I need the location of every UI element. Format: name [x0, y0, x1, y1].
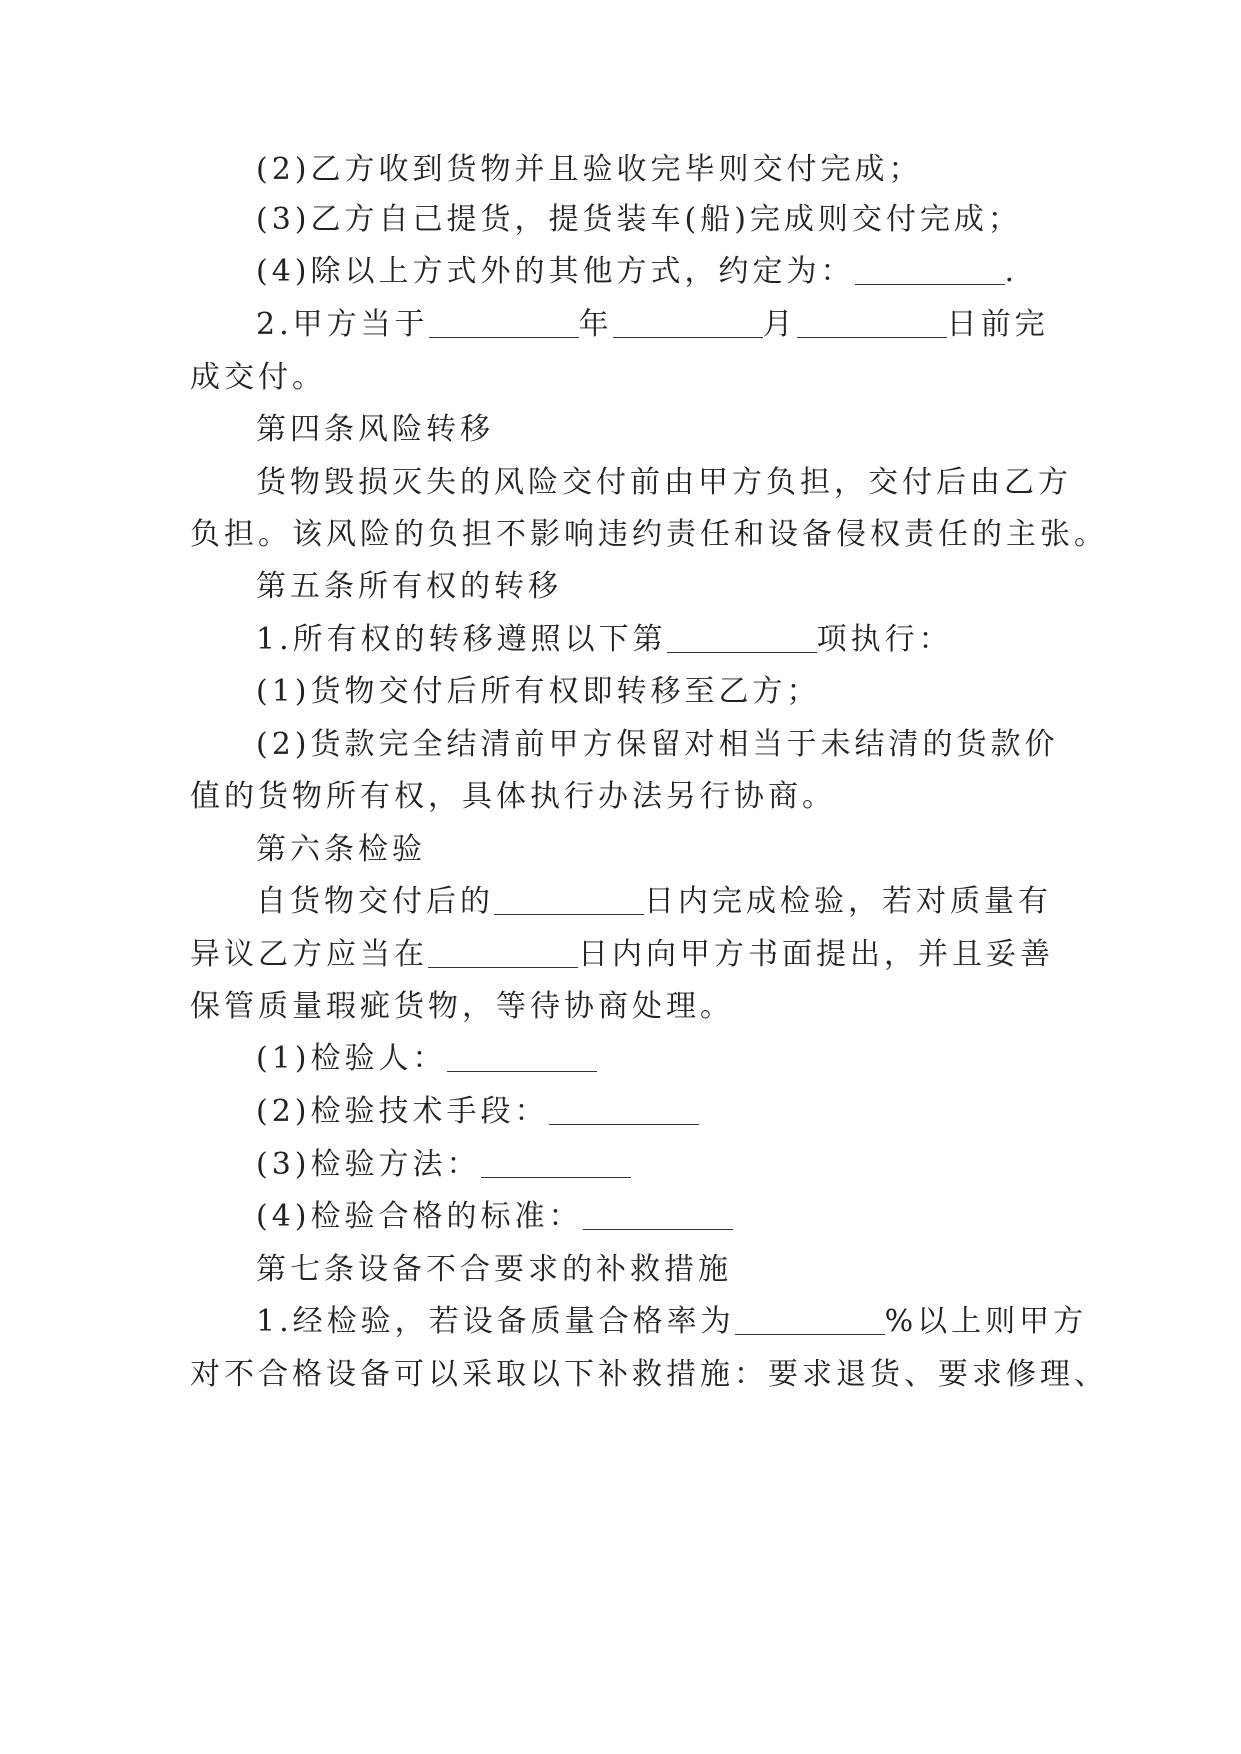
line-15-text: 自货物交付后的	[256, 884, 494, 919]
line-11-text: (1)货物交付后所有权即转移至乙方；	[256, 674, 821, 709]
line-1	[256, 150, 923, 190]
line-4-day-label: 日前完	[946, 307, 1049, 342]
line-21-text: (4)检验合格的标准：	[256, 1199, 583, 1234]
section-heading-6-text: 第六条检验	[256, 832, 426, 867]
line-15	[256, 882, 1052, 922]
line-8-text: 负担。该风险的负担不影响违约责任和设备侵权责任的主张。	[190, 517, 1108, 552]
fill-in-blank	[428, 937, 578, 968]
fill-in-blank	[855, 254, 1005, 285]
line-24-text: 对不合格设备可以采取以下补救措施：要求退货、要求修理、	[190, 1357, 1108, 1392]
fill-in-blank	[583, 1199, 733, 1230]
line-1-text: (2)乙方收到货物并且验收完毕则交付完成；	[256, 152, 923, 187]
line-7-text: 货物毁损灭失的风险交付前由甲方负担，交付后由乙方	[256, 465, 1072, 500]
fill-in-blank-month	[613, 307, 763, 338]
line-20-text: (3)检验方法：	[256, 1147, 481, 1182]
section-heading-4	[256, 410, 494, 450]
line-18	[256, 1039, 597, 1079]
line-18-text: (1)检验人：	[256, 1041, 447, 1076]
line-2-text: (3)乙方自己提货，提货装车(船)完成则交付完成；	[256, 202, 1022, 237]
line-10-suffix: 项执行：	[816, 622, 953, 657]
line-20	[256, 1145, 631, 1185]
fill-in-blank	[494, 884, 644, 915]
line-19	[256, 1092, 699, 1132]
section-heading-7-text: 第七条设备不合要求的补救措施	[256, 1252, 732, 1287]
line-13	[190, 777, 836, 817]
line-12	[256, 725, 1059, 765]
line-10	[256, 620, 953, 660]
line-16-suffix: 日内向甲方书面提出，并且妥善	[578, 937, 1054, 972]
line-5	[190, 358, 326, 398]
section-heading-7	[256, 1250, 732, 1290]
section-heading-5-text: 第五条所有权的转移	[256, 569, 562, 604]
fill-in-blank	[735, 1304, 885, 1335]
line-2	[256, 200, 1022, 240]
line-16-text: 异议乙方应当在	[190, 937, 428, 972]
line-23-text: 1.经检验，若设备质量合格率为	[256, 1304, 735, 1339]
line-12-text: (2)货款完全结清前甲方保留对相当于未结清的货款价	[256, 727, 1059, 762]
line-4	[256, 305, 1049, 345]
line-7	[256, 463, 1072, 503]
line-4-year-label: 年	[578, 307, 613, 342]
line-4-month-label: 月	[762, 307, 797, 342]
line-3	[256, 252, 1018, 292]
line-23	[256, 1302, 1087, 1342]
line-17	[190, 987, 734, 1027]
line-17-text: 保管质量瑕疵货物，等待协商处理。	[190, 989, 734, 1024]
section-heading-5	[256, 567, 562, 607]
line-3-text: (4)除以上方式外的其他方式，约定为：	[256, 254, 855, 289]
line-11	[256, 672, 821, 712]
fill-in-blank-year	[429, 307, 579, 338]
line-8	[190, 515, 1108, 555]
line-21	[256, 1197, 733, 1237]
section-heading-6	[256, 830, 426, 870]
fill-in-blank-day	[797, 307, 947, 338]
fill-in-blank	[667, 622, 817, 653]
fill-in-blank	[549, 1094, 699, 1125]
line-13-text: 值的货物所有权，具体执行办法另行协商。	[190, 779, 836, 814]
line-23-suffix: %以上则甲方	[884, 1304, 1088, 1339]
line-16	[190, 935, 1054, 975]
fill-in-blank	[481, 1147, 631, 1178]
line-15-suffix: 日内完成检验，若对质量有	[644, 884, 1052, 919]
line-5-text: 成交付。	[190, 360, 326, 395]
line-24	[190, 1355, 1108, 1395]
line-3-suffix: .	[1004, 254, 1019, 289]
line-10-text: 1.所有权的转移遵照以下第	[256, 622, 667, 657]
fill-in-blank	[447, 1041, 597, 1072]
line-19-text: (2)检验技术手段：	[256, 1094, 549, 1129]
line-4-text: 2.甲方当于	[256, 307, 429, 342]
section-heading-4-text: 第四条风险转移	[256, 412, 494, 447]
